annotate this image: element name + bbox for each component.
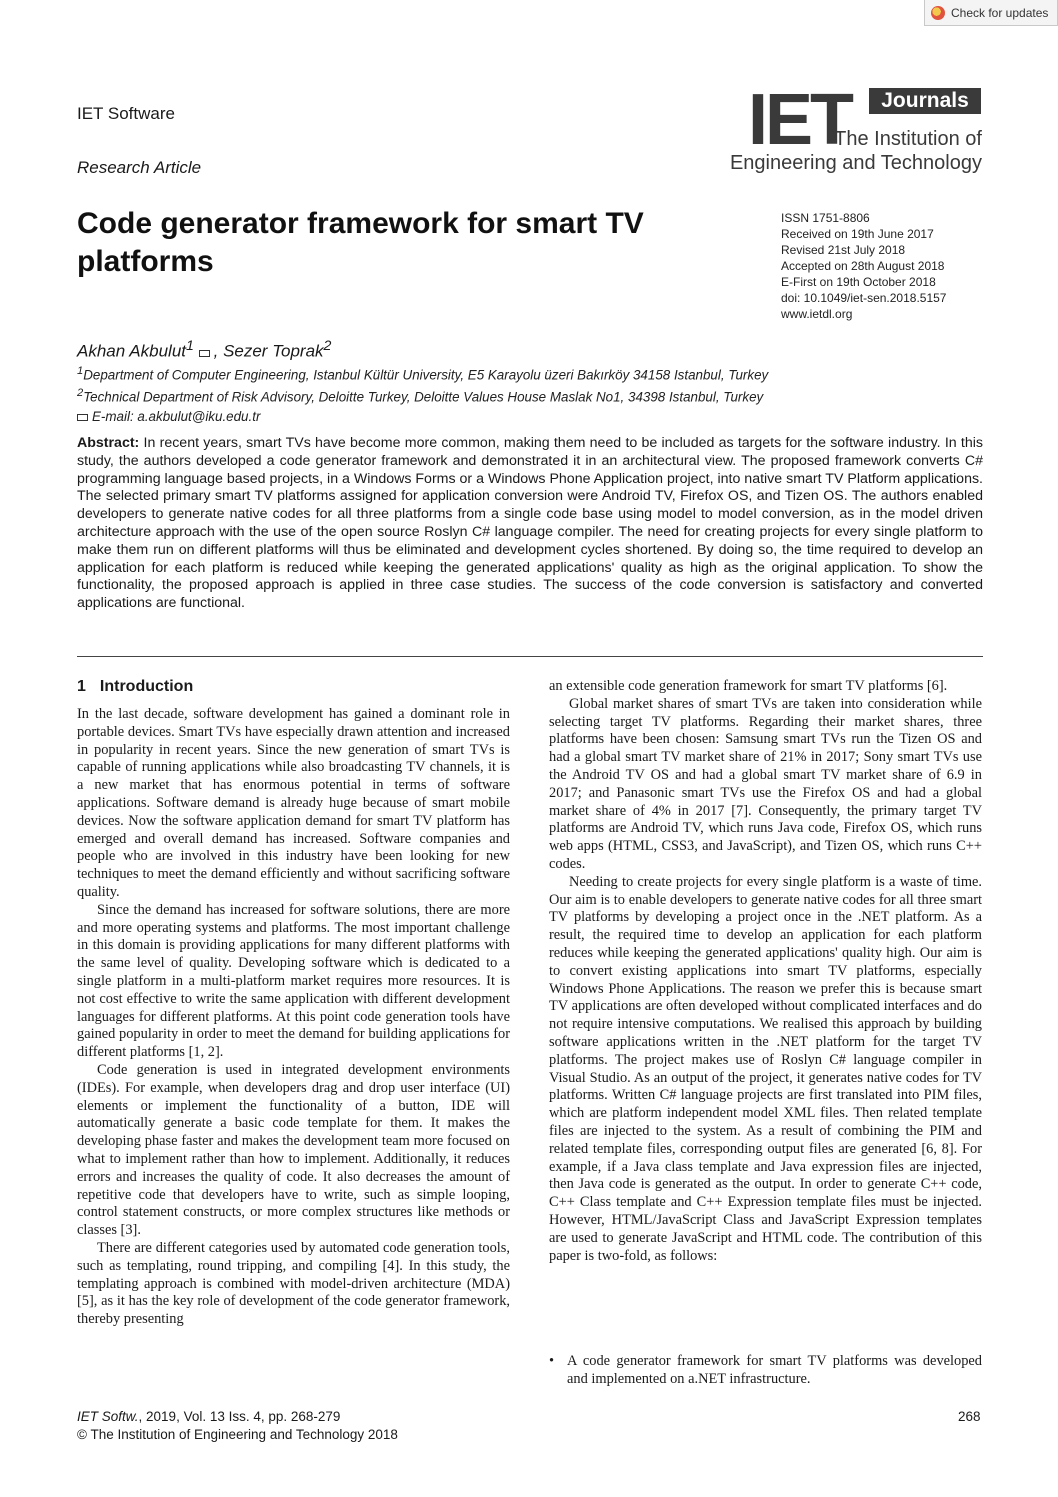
right-column (549, 678, 982, 1265)
logo-mark: IET (748, 80, 852, 160)
paragraph: Code generation is used in integrated development environments (IDEs). For example, when developers drag and drop user interface (UI) elements or implement the functionality of a button, IDE will automatically generate a basic code template for them. It makes the developing phase faster and makes the development team more focused on what to implement rather than how to implement. Additionally, it reduces errors and increases the quality of code. It also decreases the amount of repetitive code that developers have to write, such as simple looping, control statement constructs, or more complex structures like methods or classes [3]. (77, 1061, 510, 1239)
website-link[interactable]: www.ietdl.org (781, 307, 853, 321)
paragraph: Needing to create projects for every single platform is a waste of time. Our aim is to enable developers to generate native codes for all three smart TV platforms by developing a project once in the .NET platform. As a result, the required time to develop an application for each platform reduces while keeping the generated applications' quality high. Our aim is to convert existing applications into smart TV platforms, especially Windows Phone Applications. The reason we prefer this is because smart TV applications are often developed without complicated interfaces and do not require intensive computations. We realised this approach by building software applications written in the .NET platform for the target TV platforms. The project makes use of Roslyn C# language compiler in Visual Studio. As an output of the project, it generates native codes for TV platforms. Written C# language projects are first translated into PIM files, which are platform independent model XML files. Then related template files are injected to the system. As a result of combining the PIM and related template files, corresponding output files are generated [6, 8]. For example, if a Java class template and Java expression files are injected, then Java code is generated as the output. In order to generate C++ code, C++ Class template and C++ Expression template files must be injected. However, HTML/JavaScript Class and JavaScript Expression templates are used to generate JavaScript and HTML code. The contribution of this paper is two-fold, as follows: (549, 873, 982, 1264)
journal-name: IET Software (77, 104, 175, 123)
section-title: Introduction (99, 678, 194, 695)
affiliations (77, 362, 768, 426)
paragraph: an extensible code generation framework for smart TV platforms [6]. (549, 678, 948, 694)
page-number: 268 (958, 1409, 981, 1424)
doi-link[interactable]: doi: 10.1049/iet-sen.2018.5157 (781, 291, 947, 305)
logo-line-1: The Institution of (834, 128, 982, 150)
author-affil-sup: 2 (323, 338, 332, 354)
envelope-icon (199, 350, 210, 357)
author-list: Akhan Akbulut$^1$ , Sezer Toprak$^2$ (77, 338, 332, 361)
bullet-text: A code generator framework for smart TV platforms was developed and implemented on a.NET infrastructure. (567, 1353, 982, 1387)
received-date: Received on 19th June 2017 (781, 227, 934, 241)
paper-title: Code generator framework for smart TV platforms (77, 207, 644, 278)
author-name: Akhan Akbulut (77, 341, 186, 361)
section-divider (77, 656, 983, 657)
article-metadata (781, 210, 946, 322)
efirst-date: E-First on 19th October 2018 (781, 275, 936, 289)
abstract-label: Abstract: (77, 435, 140, 451)
author-email: E-mail: a.akbulut@iku.edu.tr (77, 407, 768, 426)
accepted-date: Accepted on 28th August 2018 (781, 259, 945, 273)
journal-abbrev: IET Softw. (77, 1409, 139, 1424)
issn: ISSN 1751-8806 (781, 211, 870, 225)
affiliation-1: $^1$Department of Computer Engineering, Istanbul Kültür University, E5 Karayolu üzeri Bakırköy 34158 Istanbul, Turkey (77, 365, 769, 383)
check-for-updates-label: Check for updates (951, 5, 1049, 20)
paragraph: There are different categories used by automated code generation tools, such as templating, round tripping, and compiling [4]. In this study, the templating approach is combined with model-driven architecture (MDA) [5], as it has the key role of development of the code generator framework, thereby presenting (77, 1239, 510, 1328)
envelope-icon (77, 414, 88, 421)
revised-date: Revised 21st July 2018 (781, 243, 906, 257)
author-affil-sup: 1 (186, 338, 194, 354)
check-for-updates-button[interactable] (924, 0, 1058, 26)
logo-journals-badge: Journals (869, 88, 981, 114)
paragraph: Global market shares of smart TVs are taken into consideration while selecting target TV platforms. Regarding their market shares, three platforms have been chosen: Samsung smart TVs run the Tizen OS and had a global smart TV market share of 21% in 2017; Sony smart TVs use the Android TV OS and had a global smart TV market share of 6.9 in 2017; and Panasonic smart TVs use the Firefox OS and had a global market share of 4% in 2017 [7]. Consequently, the primary target TV platforms are Android TV, which runs Java code, Firefox OS, which runs web apps (HTML, CSS3, and JavaScript), and Tizen OS, which runs C++ codes. (549, 695, 982, 872)
section-number: 1 (77, 678, 86, 695)
logo-line-2: Engineering and Technology (729, 152, 982, 174)
footer-citation: IET Softw., 2019, Vol. 13 Iss. 4, pp. 268-279 (77, 1409, 341, 1424)
abstract (77, 435, 983, 613)
abstract-text: In recent years, smart TVs have become more common, making them need to be included as targets for the software industry. In this study, the authors developed a code generator framework and demonstrated it in an architectural view. The proposed framework converts C# programming language based projects, in a Windows Forms or a Windows Phone Application project, into native smart TV Platform applications. The selected primary smart TV platforms assigned for application conversion were Android TV, Firefox OS, and Tizen OS. The authors enabled developers to generate native codes for all three platforms from a single code base using model to model conversion, as in the model driven architecture approach with the use of the open source Roslyn C# language compiler. The need for creating projects for every single platform to make them run on different platforms will thus be eliminated and development cycles shortened. By doing so, the time required to develop an application for each platform is reduced while keeping the generated applications' quality as high as the original application. To show the functionality, the proposed approach is applied in three case studies. The success of the code conversion is satisfactory and converted applications are functional. (77, 435, 983, 612)
article-type: Research Article (77, 158, 202, 177)
contribution-bullet (549, 1353, 982, 1389)
section-heading (77, 678, 193, 696)
paragraph: In the last decade, software development has gained a dominant role in portable devices. Smart TVs have especially drawn attention and increased in popularity in recent years. Since the new generation of smart TVs is capable of running applications while also broadcasting TV channels, it is a new market that has enormous potential in terms of software applications. Software demand is already huge because of smart mobile devices. Now the software application demand for smart TV platform has emerged and overall demand has increased. Software companies and people who are involved in this industry have been looking for new techniques to meet the demand efficiently and without sacrificing software quality. (77, 706, 510, 900)
iet-journals-logo (729, 80, 984, 178)
paragraph: Since the demand has increased for software solutions, there are more and more operating systems and platforms. The most important challenge in this domain is providing applications for many different platforms with the same level of quality. Developing software which is dedicated to a single platform in a multi-platform market requires more resources. It is not cost effective to write the same application with different development languages for different platforms. At this point code generation tools have gained popularity in order to meet the demand for building applications for different platforms [1, 2]. (77, 901, 510, 1061)
affiliation-2: $^2$Technical Department of Risk Advisory, Deloitte Turkey, Deloitte Values House Maslak No1, 34398 Istanbul, Turkey (77, 387, 764, 405)
author-name: Sezer Toprak (223, 341, 324, 361)
crossmark-icon (931, 6, 945, 20)
footer-copyright: © The Institution of Engineering and Technology 2018 (77, 1427, 398, 1442)
left-column (77, 706, 510, 1329)
bullet-mark: • (549, 1353, 555, 1369)
